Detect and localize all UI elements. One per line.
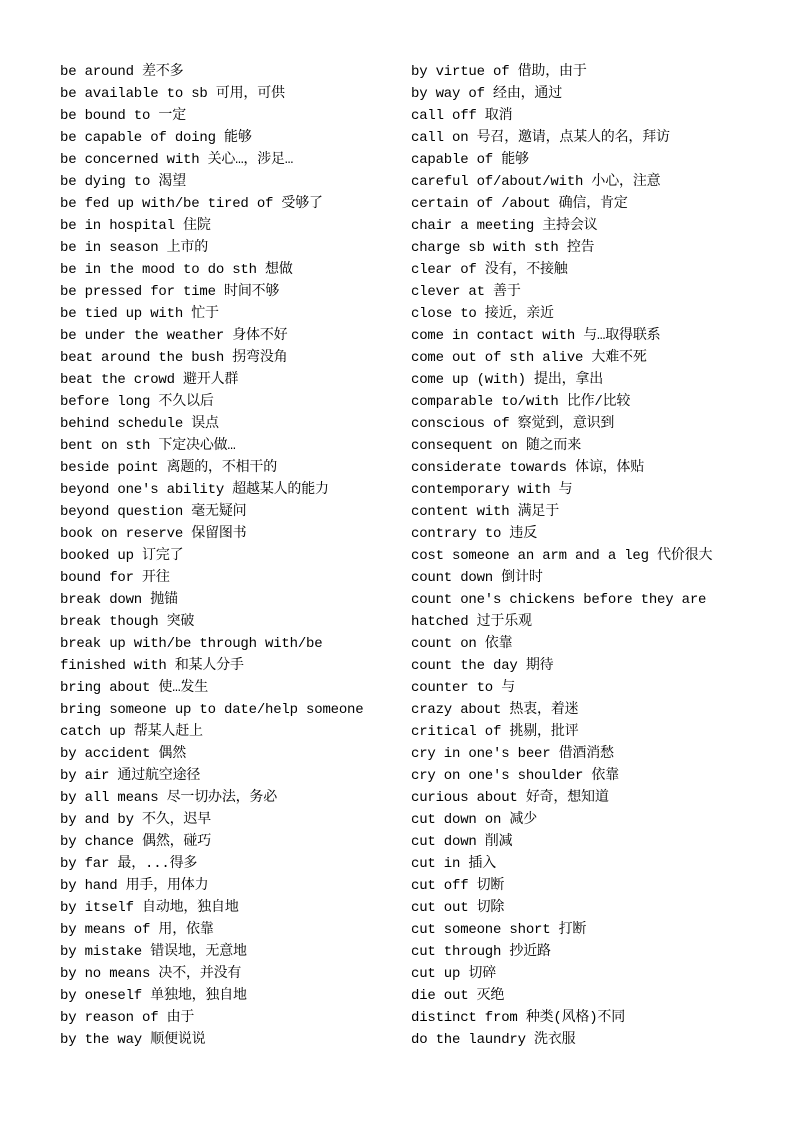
- vocab-entry: cry on one's shoulder 依靠: [411, 768, 620, 784]
- vocab-entry: come out of sth alive 大难不死: [411, 350, 647, 366]
- vocab-entry: cost someone an arm and a leg 代价很大: [411, 548, 713, 564]
- vocab-entry: break down 抛锚: [60, 592, 178, 608]
- vocab-entry: cut out 切除: [411, 900, 505, 916]
- vocab-entry: careful of/about/with 小心，注意: [411, 174, 661, 190]
- vocab-entry: clever at 善于: [411, 284, 521, 300]
- vocab-entry: cut down 削减: [411, 834, 513, 850]
- vocab-entry: certain of /about 确信，肯定: [411, 196, 628, 212]
- vocab-entry: be available to sb 可用，可供: [60, 86, 285, 102]
- vocab-entry: be pressed for time 时间不够: [60, 284, 280, 300]
- vocab-entry: break though 突破: [60, 614, 195, 630]
- vocab-entry: by hand 用手，用体力: [60, 878, 209, 894]
- vocab-entry: cry in one's beer 借酒消愁: [411, 746, 614, 762]
- vocab-entry: by itself 自动地，独自地: [60, 900, 239, 916]
- vocab-entry: contemporary with 与: [411, 482, 573, 498]
- vocab-entry: beyond question 毫无疑问: [60, 504, 247, 520]
- vocab-entry: count the day 期待: [411, 658, 554, 674]
- vocab-entry: bent on sth 下定决心做…: [60, 438, 236, 454]
- vocab-entry: be in the mood to do sth 想做: [60, 262, 293, 278]
- vocab-entry: do the laundry 洗衣服: [411, 1032, 576, 1048]
- vocab-entry: come up (with) 提出，拿出: [411, 372, 604, 388]
- vocab-entry: be dying to 渴望: [60, 174, 187, 190]
- vocab-entry: consequent on 随之而来: [411, 438, 582, 454]
- vocab-entry: distinct from 种类(风格)不同: [411, 1010, 626, 1026]
- vocab-entry: cut someone short 打断: [411, 922, 587, 938]
- vocab-entry: be in hospital 住院: [60, 218, 211, 234]
- vocab-entry: by virtue of 借助，由于: [411, 64, 587, 80]
- vocab-entry: critical of 挑剔，批评: [411, 724, 579, 740]
- vocab-entry: be around 差不多: [60, 64, 184, 80]
- vocab-entry: conscious of 察觉到，意识到: [411, 416, 615, 432]
- vocab-entry: call on 号召，邀请，点某人的名，拜访: [411, 130, 670, 146]
- vocab-entry: by means of 用，依靠: [60, 922, 214, 938]
- vocab-entry: bound for 开往: [60, 570, 170, 586]
- vocab-entry: be capable of doing 能够: [60, 130, 252, 146]
- vocab-entry: booked up 订完了: [60, 548, 184, 564]
- vocab-entry: bring about 使…发生: [60, 680, 209, 696]
- vocab-entry: clear of 没有，不接触: [411, 262, 568, 278]
- vocab-entry: comparable to/with 比作/比较: [411, 394, 631, 410]
- vocab-entry: beside point 离题的，不相干的: [60, 460, 278, 476]
- right-column: [411, 61, 741, 1051]
- vocab-entry: cut down on 减少: [411, 812, 538, 828]
- vocab-entry: beat the crowd 避开人群: [60, 372, 239, 388]
- vocab-entry: capable of 能够: [411, 152, 529, 168]
- vocab-entry: cut through 抄近路: [411, 944, 551, 960]
- vocab-entry: crazy about 热衷，着迷: [411, 702, 579, 718]
- vocab-entry: by and by 不久，迟早: [60, 812, 212, 828]
- vocab-entry: die out 灭绝: [411, 988, 505, 1004]
- vocab-entry: be concerned with 关心…，涉足…: [60, 152, 294, 168]
- vocab-entry: considerate towards 体谅，体贴: [411, 460, 645, 476]
- vocab-entry: by oneself 单独地，独自地: [60, 988, 247, 1004]
- vocab-entry: by air 通过航空途径: [60, 768, 201, 784]
- vocab-entry: bring someone up to date/help someone catch up 帮某人赶上: [60, 702, 364, 740]
- vocab-entry: by chance 偶然，碰巧: [60, 834, 212, 850]
- vocab-entry: beyond one's ability 超越某人的能力: [60, 482, 329, 498]
- vocab-entry: count on 依靠: [411, 636, 513, 652]
- vocab-entry: book on reserve 保留图书: [60, 526, 247, 542]
- vocab-entry: content with 满足于: [411, 504, 560, 520]
- vocab-entry: by all means 尽一切办法，务必: [60, 790, 278, 806]
- vocab-entry: be bound to 一定: [60, 108, 187, 124]
- vocab-entry: by reason of 由于: [60, 1010, 195, 1026]
- vocab-entry: cut in 插入: [411, 856, 497, 872]
- vocab-entry: contrary to 违反: [411, 526, 538, 542]
- vocab-entry: counter to 与: [411, 680, 516, 696]
- left-column: [60, 61, 390, 1051]
- vocab-entry: by accident 偶然: [60, 746, 187, 762]
- vocab-entry: by no means 决不，并没有: [60, 966, 242, 982]
- vocab-entry: count one's chickens before they are hatched 过于乐观: [411, 592, 707, 630]
- vocab-entry: behind schedule 误点: [60, 416, 219, 432]
- vocab-entry: count down 倒计时: [411, 570, 543, 586]
- vocab-entry: be tied up with 忙于: [60, 306, 219, 322]
- vocab-entry: chair a meeting 主持会议: [411, 218, 598, 234]
- vocab-entry: by the way 顺便说说: [60, 1032, 206, 1048]
- vocab-entry: curious about 好奇，想知道: [411, 790, 609, 806]
- vocab-entry: before long 不久以后: [60, 394, 214, 410]
- vocab-entry: be under the weather 身体不好: [60, 328, 288, 344]
- vocab-entry: beat around the bush 拐弯没角: [60, 350, 288, 366]
- vocab-entry: close to 接近，亲近: [411, 306, 554, 322]
- vocab-entry: come in contact with 与…取得联系: [411, 328, 661, 344]
- vocab-entry: break up with/be through with/be finished with 和某人分手: [60, 636, 323, 674]
- vocab-entry: by far 最，...得多: [60, 856, 198, 872]
- vocab-entry: be fed up with/be tired of 受够了: [60, 196, 323, 212]
- vocab-entry: cut off 切断: [411, 878, 505, 894]
- vocab-entry: call off 取消: [411, 108, 513, 124]
- vocab-entry: cut up 切碎: [411, 966, 497, 982]
- vocab-entry: be in season 上市的: [60, 240, 209, 256]
- vocab-entry: charge sb with sth 控告: [411, 240, 595, 256]
- vocab-entry: by way of 经由，通过: [411, 86, 563, 102]
- vocab-entry: by mistake 错误地，无意地: [60, 944, 247, 960]
